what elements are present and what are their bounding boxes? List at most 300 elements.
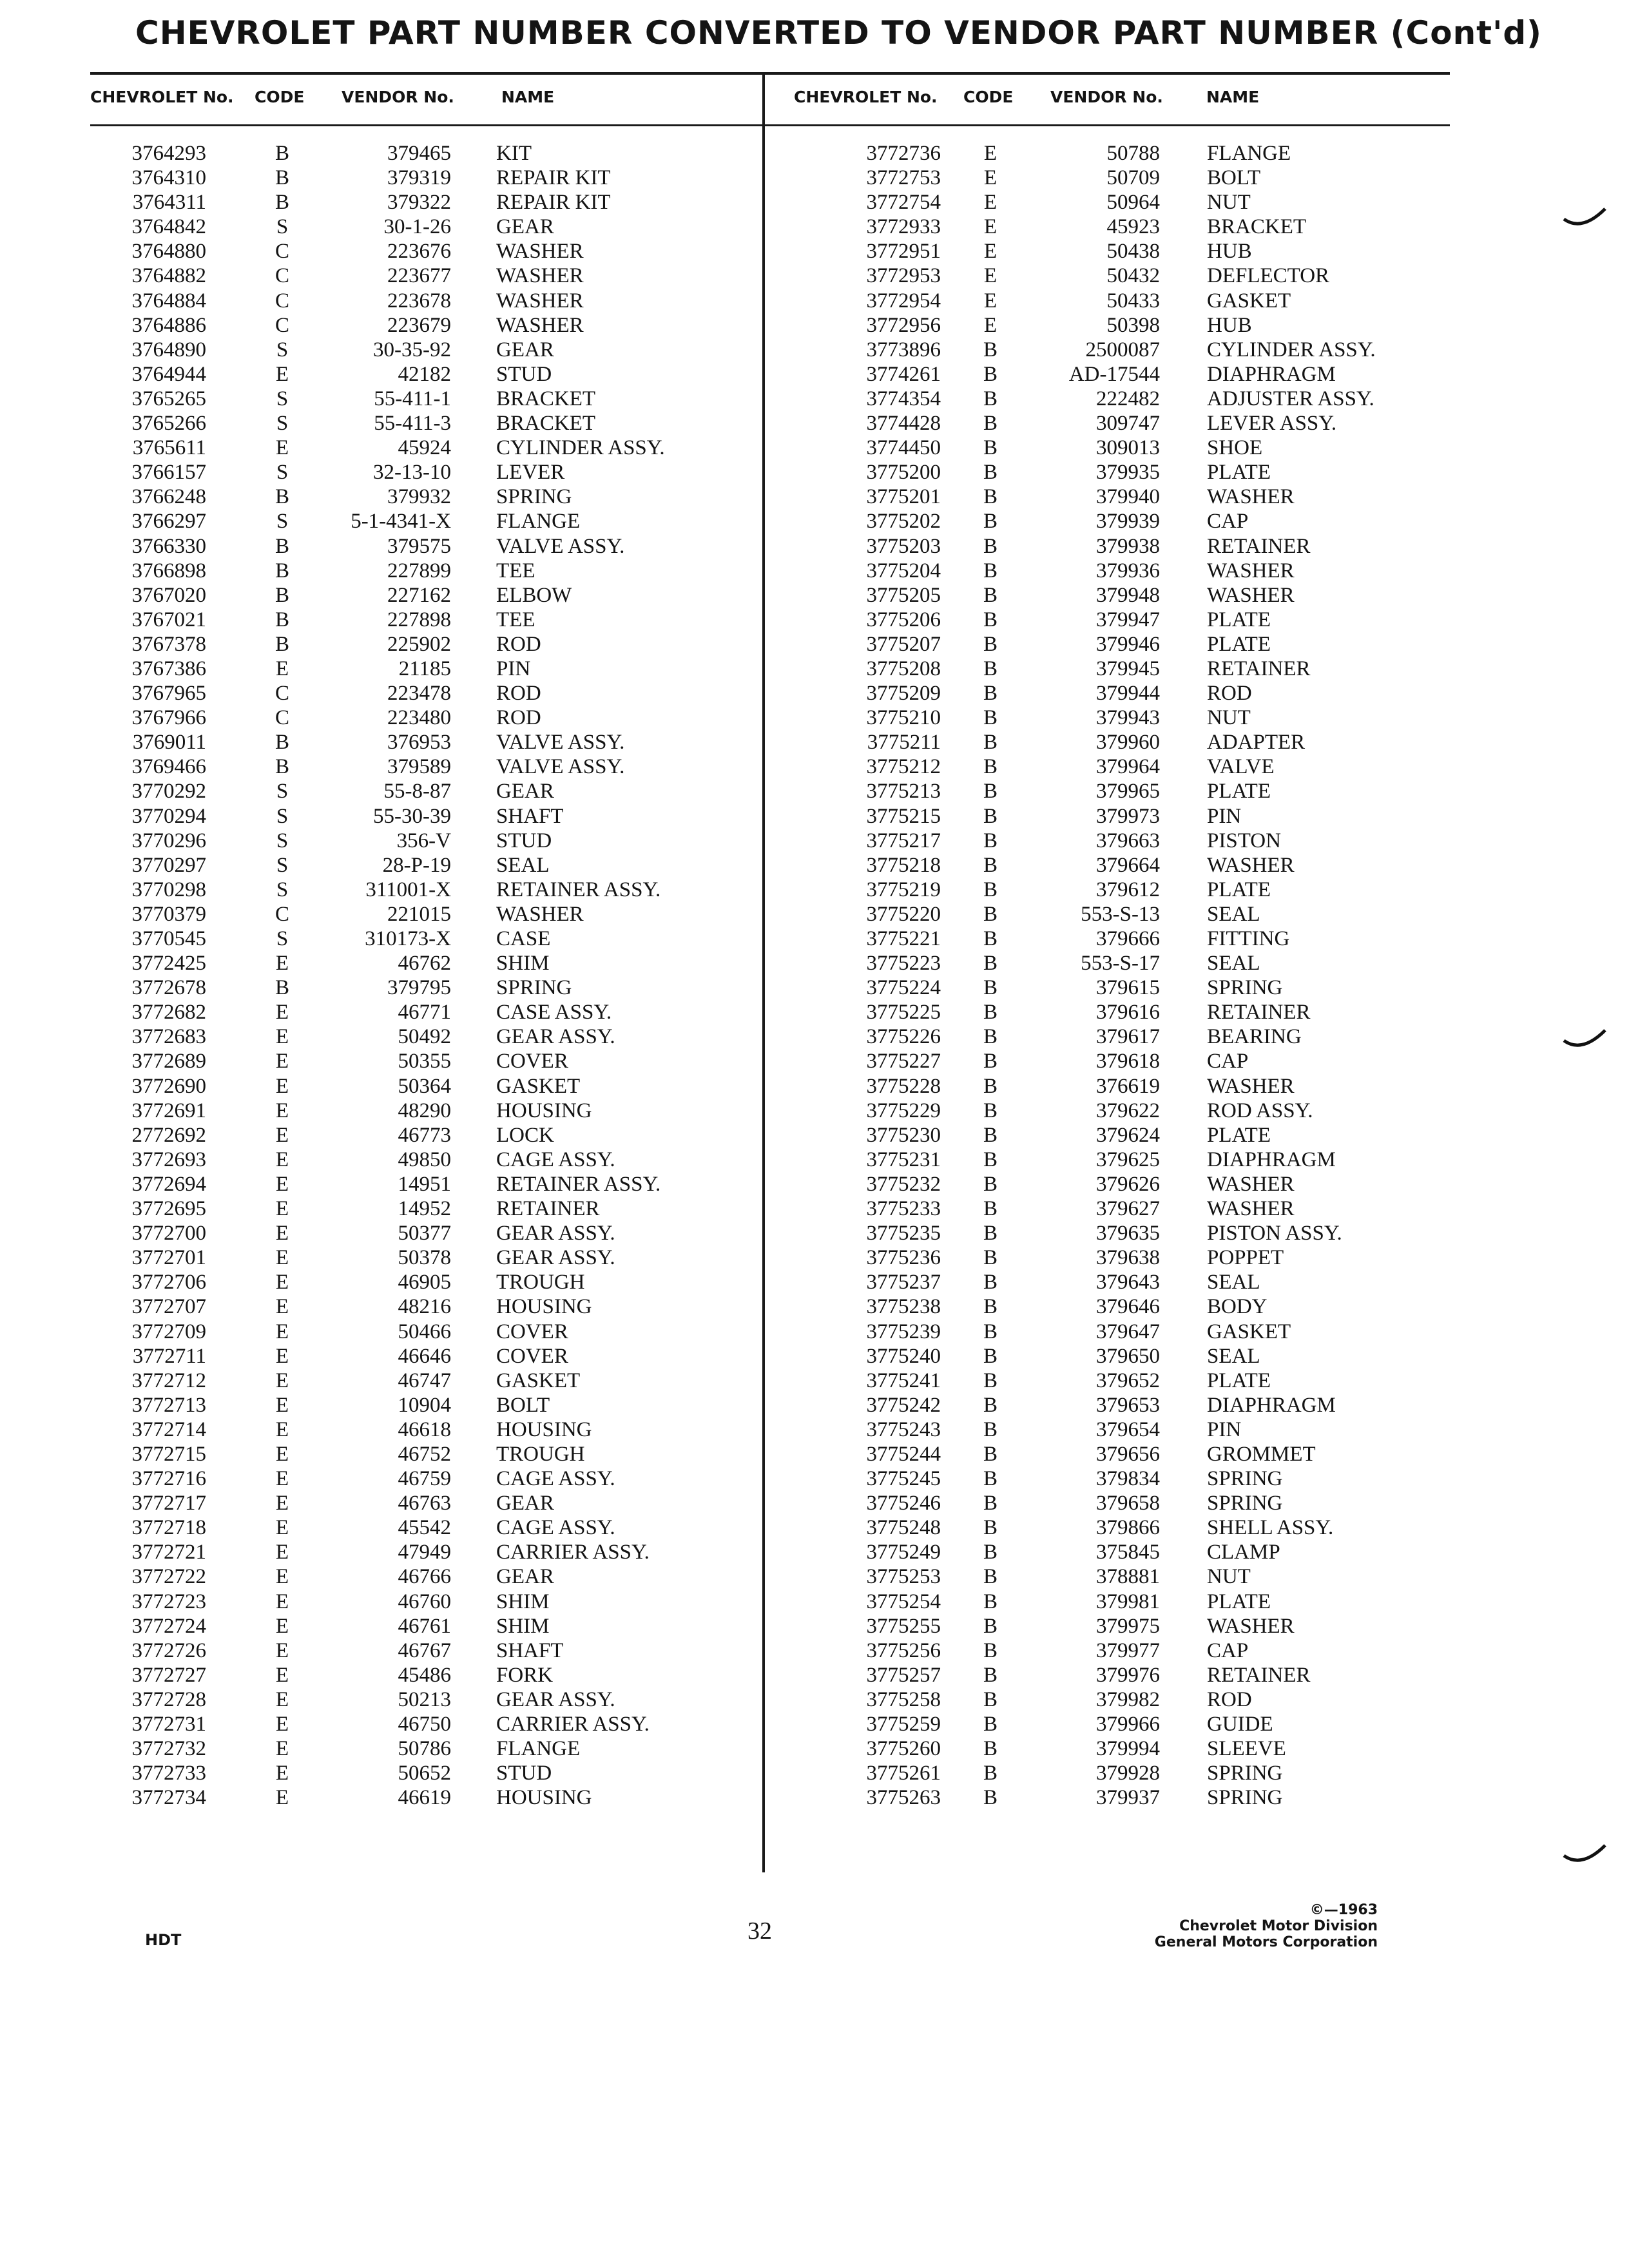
part-name: WASHER <box>1207 559 1295 582</box>
chevrolet-number: 3775244 <box>866 1442 941 1466</box>
vendor-number: 379319 <box>387 166 451 190</box>
vendor-number: 379939 <box>1096 510 1160 533</box>
part-name: PIN <box>1207 804 1242 828</box>
vendor-number: 50786 <box>398 1737 451 1761</box>
vendor-number: 50213 <box>398 1687 451 1711</box>
chevrolet-number: 3775248 <box>866 1516 941 1540</box>
vendor-number: 379647 <box>1096 1320 1160 1343</box>
chevrolet-number: 3764884 <box>131 289 206 312</box>
part-name: BRACKET <box>496 387 596 410</box>
part-name: ELBOW <box>496 583 572 607</box>
page-number: 32 <box>747 1917 772 1945</box>
header-name-right: NAME <box>1206 88 1260 106</box>
part-name: TROUGH <box>496 1271 585 1294</box>
vendor-number: 379938 <box>1096 534 1160 558</box>
chevrolet-number: 3775236 <box>866 1246 941 1270</box>
part-name: NUT <box>1207 706 1251 730</box>
part-name: SHELL ASSY. <box>1207 1516 1334 1540</box>
vendor-number: 379948 <box>1096 583 1160 607</box>
part-name: FITTING <box>1207 927 1290 950</box>
vendor-number: 50652 <box>398 1762 451 1785</box>
chevrolet-number: 3775212 <box>866 755 941 779</box>
code-cell: B <box>275 632 289 656</box>
part-name: VALVE ASSY. <box>496 731 625 754</box>
code-cell: B <box>983 682 998 706</box>
vendor-number: 50438 <box>1106 240 1160 264</box>
chevrolet-number: 3772713 <box>131 1393 206 1417</box>
vendor-number: 10904 <box>398 1393 451 1417</box>
part-name: FLANGE <box>1207 142 1291 165</box>
code-cell: E <box>275 1246 289 1270</box>
code-cell: E <box>275 1393 289 1417</box>
vendor-number: 46905 <box>398 1271 451 1294</box>
code-cell: B <box>983 1516 998 1540</box>
code-cell: B <box>983 657 998 680</box>
code-cell: B <box>275 534 289 558</box>
chevrolet-number: 3772706 <box>131 1271 206 1294</box>
vendor-number: AD-17544 <box>1068 362 1160 386</box>
chevrolet-number: 3772683 <box>131 1025 206 1049</box>
vendor-number: 379616 <box>1096 1001 1160 1024</box>
part-name: CAGE ASSY. <box>496 1148 615 1171</box>
vendor-number: 225902 <box>387 632 451 656</box>
vendor-number: 50377 <box>398 1222 451 1245</box>
code-cell: B <box>983 387 998 410</box>
part-name: VALVE ASSY. <box>496 755 625 779</box>
chevrolet-number: 3772721 <box>131 1541 206 1564</box>
vendor-number: 379638 <box>1096 1246 1160 1270</box>
code-cell: B <box>983 1614 998 1638</box>
vendor-number: 379656 <box>1096 1442 1160 1466</box>
code-cell: E <box>983 240 998 264</box>
chevrolet-number: 3775230 <box>866 1123 941 1147</box>
vendor-number: 2500087 <box>1085 338 1160 361</box>
code-cell: B <box>983 632 998 656</box>
part-name: CAP <box>1207 1639 1249 1662</box>
code-cell: B <box>983 1713 998 1736</box>
chevrolet-number: 3775239 <box>866 1320 941 1343</box>
code-cell: B <box>983 436 998 460</box>
chevrolet-number: 3772736 <box>866 142 941 165</box>
code-cell: B <box>983 534 998 558</box>
vendor-number: 46646 <box>398 1344 451 1368</box>
corporation-name: General Motors Corporation <box>1154 1934 1378 1950</box>
part-name: WASHER <box>496 240 584 264</box>
vendor-number: 45924 <box>398 436 451 460</box>
vendor-number: 227162 <box>387 583 451 607</box>
vendor-number: 28-P-19 <box>382 853 451 877</box>
part-name: CARRIER ASSY. <box>496 1713 650 1736</box>
vendor-number: 376619 <box>1096 1074 1160 1098</box>
part-name: ROD <box>496 706 541 730</box>
chevrolet-number: 3764310 <box>131 166 206 190</box>
chevrolet-number: 3770545 <box>131 927 206 950</box>
code-cell: E <box>983 166 998 190</box>
part-name: WASHER <box>496 902 584 926</box>
code-cell: B <box>275 608 289 631</box>
vendor-number: 223677 <box>387 264 451 288</box>
part-name: ADAPTER <box>1207 731 1306 754</box>
code-cell: B <box>983 1344 998 1368</box>
part-name: TEE <box>496 559 535 582</box>
header-bottom-rule <box>90 124 1450 126</box>
chevrolet-number: 3773896 <box>866 338 941 361</box>
code-cell: E <box>275 1123 289 1147</box>
part-name: RETAINER ASSY. <box>496 1172 661 1196</box>
part-name: SHIM <box>496 1590 550 1613</box>
vendor-number: 379322 <box>387 191 451 215</box>
code-cell: B <box>275 731 289 754</box>
code-cell: B <box>983 1663 998 1687</box>
code-cell: C <box>275 289 289 312</box>
vendor-number: 379981 <box>1096 1590 1160 1613</box>
chevrolet-number: 3772690 <box>131 1074 206 1098</box>
part-name: SEAL <box>496 853 550 877</box>
vendor-number: 223676 <box>387 240 451 264</box>
chevrolet-number: 3772726 <box>131 1639 206 1662</box>
vendor-number: 379947 <box>1096 608 1160 631</box>
chevrolet-number: 3772682 <box>131 1001 206 1024</box>
chevrolet-number: 3775263 <box>866 1786 941 1810</box>
vendor-number: 309747 <box>1096 412 1160 436</box>
vendor-number: 379940 <box>1096 485 1160 509</box>
vendor-number: 49850 <box>398 1148 451 1171</box>
chevrolet-number: 3770294 <box>131 804 206 828</box>
code-cell: E <box>275 1295 289 1319</box>
chevrolet-number: 3766297 <box>131 510 206 533</box>
part-name: SHIM <box>496 1614 550 1638</box>
code-cell: B <box>983 559 998 582</box>
part-name: VALVE <box>1207 755 1275 779</box>
code-cell: B <box>983 952 998 975</box>
part-name: WASHER <box>496 313 584 337</box>
header-vendor-no-left: VENDOR No. <box>342 88 454 106</box>
vendor-number: 46750 <box>398 1713 451 1736</box>
code-cell: B <box>983 1074 998 1098</box>
code-cell: C <box>275 902 289 926</box>
part-name: GEAR ASSY. <box>496 1222 615 1245</box>
chevrolet-number: 3772954 <box>866 289 941 312</box>
vendor-number: 378881 <box>1096 1565 1160 1589</box>
vendor-number: 379965 <box>1096 780 1160 803</box>
part-name: CAGE ASSY. <box>496 1467 615 1491</box>
vendor-number: 379575 <box>387 534 451 558</box>
vendor-number: 379658 <box>1096 1492 1160 1515</box>
code-cell: E <box>275 1148 289 1171</box>
chevrolet-number: 3770297 <box>131 853 206 877</box>
copyright-block <box>1155 1902 1378 1950</box>
code-cell: E <box>275 1369 289 1392</box>
part-name: HOUSING <box>496 1295 592 1319</box>
part-name: KIT <box>496 142 532 165</box>
part-name: DEFLECTOR <box>1207 264 1330 288</box>
vendor-number: 221015 <box>387 902 451 926</box>
chevrolet-number: 3772717 <box>131 1492 206 1515</box>
part-name: HUB <box>1207 240 1252 264</box>
chevrolet-number: 3764311 <box>132 191 206 215</box>
chevrolet-number: 3772712 <box>131 1369 206 1392</box>
vendor-number: 379612 <box>1096 878 1160 901</box>
chevrolet-number: 3772714 <box>131 1418 206 1441</box>
vendor-number: 50709 <box>1106 166 1160 190</box>
chevrolet-number: 3775227 <box>866 1050 941 1073</box>
part-name: PLATE <box>1207 1369 1271 1392</box>
part-name: DIAPHRAGM <box>1207 1148 1336 1171</box>
chevrolet-number: 3775223 <box>866 952 941 975</box>
part-name: GEAR <box>496 1492 554 1515</box>
code-cell: B <box>983 1737 998 1761</box>
code-cell: B <box>983 902 998 926</box>
code-cell: E <box>275 1467 289 1491</box>
code-cell: S <box>276 878 289 901</box>
chevrolet-number: 3775228 <box>866 1074 941 1098</box>
code-cell: B <box>983 1271 998 1294</box>
chevrolet-number: 3775238 <box>866 1295 941 1319</box>
vendor-number: 379975 <box>1096 1614 1160 1638</box>
part-name: CYLINDER ASSY. <box>496 436 665 460</box>
vendor-number: 46771 <box>398 1001 451 1024</box>
part-name: SPRING <box>496 976 572 1000</box>
vendor-number: 553-S-17 <box>1081 952 1160 975</box>
chevrolet-number: 3775241 <box>866 1369 941 1392</box>
chevrolet-number: 3766330 <box>131 534 206 558</box>
code-cell: E <box>275 436 289 460</box>
chevrolet-number: 3775242 <box>866 1393 941 1417</box>
code-cell: S <box>276 338 289 361</box>
chevrolet-number: 3775206 <box>866 608 941 631</box>
vendor-number: 48216 <box>398 1295 451 1319</box>
header-vendor-no-right: VENDOR No. <box>1050 88 1163 106</box>
part-name: ROD ASSY. <box>1207 1099 1313 1122</box>
code-cell: B <box>983 853 998 877</box>
part-name: FLANGE <box>496 510 581 533</box>
header-code-right: CODE <box>963 88 1014 106</box>
vendor-number: 379465 <box>387 142 451 165</box>
vendor-number: 379973 <box>1096 804 1160 828</box>
part-name: COVER <box>496 1344 568 1368</box>
chevrolet-number: 3769011 <box>132 731 206 754</box>
code-cell: B <box>983 1197 998 1221</box>
vendor-number: 14952 <box>398 1197 451 1221</box>
chevrolet-number: 3767020 <box>131 583 206 607</box>
part-name: SEAL <box>1207 952 1260 975</box>
vendor-number: 379966 <box>1096 1713 1160 1736</box>
part-name: GUIDE <box>1207 1713 1273 1736</box>
part-name: BRACKET <box>496 412 596 436</box>
part-name: CAP <box>1207 510 1249 533</box>
part-name: HOUSING <box>496 1786 592 1810</box>
vendor-number: 21185 <box>398 657 451 680</box>
chevrolet-number: 3775259 <box>866 1713 941 1736</box>
code-cell: B <box>983 780 998 803</box>
code-cell: B <box>983 1762 998 1785</box>
code-cell: B <box>983 485 998 509</box>
chevrolet-number: 3772727 <box>131 1663 206 1687</box>
code-cell: E <box>275 1762 289 1785</box>
vendor-number: 379653 <box>1096 1393 1160 1417</box>
chevrolet-number: 3775213 <box>866 780 941 803</box>
code-cell: C <box>275 706 289 730</box>
chevrolet-number: 3772723 <box>131 1590 206 1613</box>
part-name: POPPET <box>1207 1246 1284 1270</box>
part-name: RETAINER <box>496 1197 600 1221</box>
chevrolet-number: 3775211 <box>867 731 941 754</box>
code-cell: E <box>983 264 998 288</box>
vendor-number: 5-1-4341-X <box>351 510 451 533</box>
code-cell: B <box>983 461 998 485</box>
part-name: BOLT <box>496 1393 550 1417</box>
part-name: STUD <box>496 1762 552 1785</box>
code-cell: E <box>275 1492 289 1515</box>
code-cell: B <box>275 142 289 165</box>
chevrolet-number: 3770379 <box>131 902 206 926</box>
part-name: SHAFT <box>496 804 564 828</box>
vendor-number: 379935 <box>1096 461 1160 485</box>
code-cell: C <box>275 313 289 337</box>
part-name: GASKET <box>496 1074 581 1098</box>
code-cell: C <box>275 682 289 706</box>
vendor-number: 379643 <box>1096 1271 1160 1294</box>
chevrolet-number: 3775218 <box>866 853 941 877</box>
code-cell: B <box>983 1050 998 1073</box>
vendor-number: 379960 <box>1096 731 1160 754</box>
code-cell: B <box>983 1442 998 1466</box>
chevrolet-number: 3772425 <box>131 952 206 975</box>
code-cell: E <box>275 1737 289 1761</box>
part-name: GEAR ASSY. <box>496 1246 615 1270</box>
vendor-number: 356-V <box>396 829 451 852</box>
code-cell: C <box>275 264 289 288</box>
code-cell: B <box>983 510 998 533</box>
part-name: SLEEVE <box>1207 1737 1286 1761</box>
code-cell: B <box>983 927 998 950</box>
part-name: WASHER <box>1207 485 1295 509</box>
part-name: RETAINER <box>1207 657 1311 680</box>
code-cell: E <box>275 657 289 680</box>
chevrolet-number: 3766157 <box>131 461 206 485</box>
part-name: GEAR <box>496 1565 554 1589</box>
code-cell: B <box>983 1590 998 1613</box>
part-name: SPRING <box>1207 1467 1283 1491</box>
vendor-number: 379625 <box>1096 1148 1160 1171</box>
chevrolet-number: 3772709 <box>131 1320 206 1343</box>
code-cell: S <box>276 215 289 239</box>
chevrolet-number: 3767965 <box>131 682 206 706</box>
code-cell: B <box>983 338 998 361</box>
part-name: SEAL <box>1207 1271 1260 1294</box>
vendor-number: 379589 <box>387 755 451 779</box>
vendor-number: 379652 <box>1096 1369 1160 1392</box>
chevrolet-number: 3774261 <box>866 362 941 386</box>
part-name: GASKET <box>1207 1320 1291 1343</box>
division-name: Chevrolet Motor Division <box>1179 1918 1378 1934</box>
header-chevrolet-no-left: CHEVROLET No. <box>90 88 234 106</box>
chevrolet-number: 3764944 <box>131 362 206 386</box>
code-cell: B <box>983 976 998 1000</box>
code-cell: B <box>983 755 998 779</box>
part-name: STUD <box>496 829 552 852</box>
vendor-number: 55-8-87 <box>383 780 451 803</box>
vendor-number: 50378 <box>398 1246 451 1270</box>
part-name: STUD <box>496 362 552 386</box>
part-name: BRACKET <box>1207 215 1307 239</box>
chevrolet-number: 3775209 <box>866 682 941 706</box>
part-name: BOLT <box>1207 166 1261 190</box>
code-cell: B <box>983 706 998 730</box>
vendor-number: 379646 <box>1096 1295 1160 1319</box>
vendor-number: 50432 <box>1106 264 1160 288</box>
chevrolet-number: 3775260 <box>866 1737 941 1761</box>
vendor-number: 379834 <box>1096 1467 1160 1491</box>
code-cell: S <box>276 927 289 950</box>
header-name-left: NAME <box>501 88 555 106</box>
part-name: FLANGE <box>496 1737 581 1761</box>
chevrolet-number: 3775254 <box>866 1590 941 1613</box>
part-name: SPRING <box>1207 1492 1283 1515</box>
vendor-number: 46762 <box>398 952 451 975</box>
code-cell: B <box>983 1222 998 1245</box>
code-cell: B <box>983 1099 998 1122</box>
part-name: WASHER <box>1207 1614 1295 1638</box>
part-name: REPAIR KIT <box>496 166 611 190</box>
vendor-number: 379943 <box>1096 706 1160 730</box>
chevrolet-number: 3772695 <box>131 1197 206 1221</box>
chevrolet-number: 3775245 <box>866 1467 941 1491</box>
vendor-number: 375845 <box>1096 1541 1160 1564</box>
part-name: HOUSING <box>496 1099 592 1122</box>
part-name: ADJUSTER ASSY. <box>1207 387 1374 410</box>
code-cell: E <box>275 1271 289 1294</box>
check-mark-icon <box>1563 1843 1608 1872</box>
part-name: GEAR <box>496 215 554 239</box>
code-cell: B <box>983 1148 998 1171</box>
vendor-number: 379976 <box>1096 1663 1160 1687</box>
vendor-number: 55-411-1 <box>374 387 451 410</box>
part-name: PISTON <box>1207 829 1281 852</box>
vendor-number: 379635 <box>1096 1222 1160 1245</box>
code-cell: S <box>276 804 289 828</box>
code-cell: E <box>275 1516 289 1540</box>
vendor-number: 379663 <box>1096 829 1160 852</box>
header-chevrolet-no-right: CHEVROLET No. <box>794 88 938 106</box>
chevrolet-number: 3772953 <box>866 264 941 288</box>
chevrolet-number: 3766248 <box>131 485 206 509</box>
code-cell: E <box>275 1172 289 1196</box>
chevrolet-number: 3764890 <box>131 338 206 361</box>
part-name: CLAMP <box>1207 1541 1280 1564</box>
part-name: WASHER <box>496 264 584 288</box>
part-name: SEAL <box>1207 902 1260 926</box>
vendor-number: 223480 <box>387 706 451 730</box>
vendor-number: 379617 <box>1096 1025 1160 1049</box>
vendor-number: 379664 <box>1096 853 1160 877</box>
code-cell: B <box>983 1369 998 1392</box>
chevrolet-number: 3764293 <box>131 142 206 165</box>
part-name: DIAPHRAGM <box>1207 1393 1336 1417</box>
chevrolet-number: 3772715 <box>131 1442 206 1466</box>
part-name: CASE ASSY. <box>496 1001 612 1024</box>
chevrolet-number: 3775210 <box>866 706 941 730</box>
part-name: PIN <box>496 657 531 680</box>
part-name: NUT <box>1207 191 1251 215</box>
part-name: COVER <box>496 1320 568 1343</box>
chevrolet-number: 3775257 <box>866 1663 941 1687</box>
chevrolet-number: 3772732 <box>131 1737 206 1761</box>
chevrolet-number: 3775221 <box>866 927 941 950</box>
header-top-rule <box>90 72 1450 75</box>
code-cell: E <box>275 1687 289 1711</box>
vendor-number: 309013 <box>1096 436 1160 460</box>
